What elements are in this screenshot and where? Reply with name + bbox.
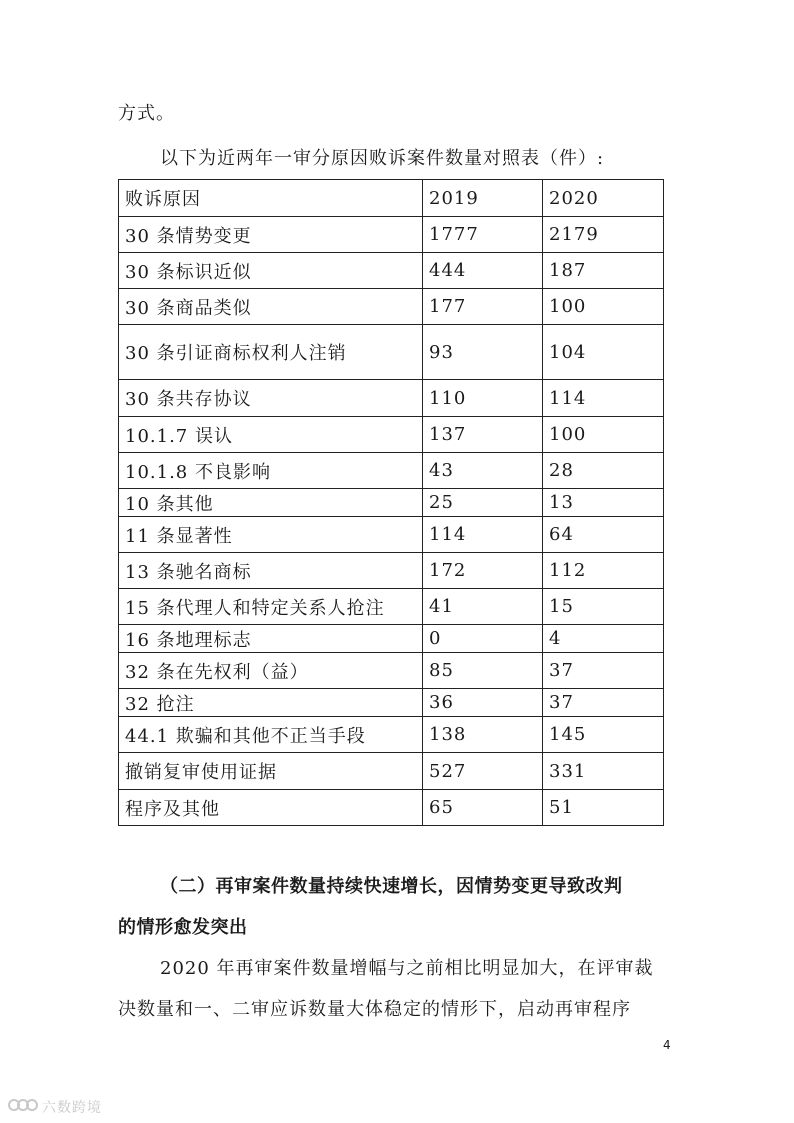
table-row [119,625,664,653]
cell-2019: 114 [423,517,543,553]
cell-reason: 30 条情势变更 [119,217,423,253]
cell-2020: 145 [543,717,664,753]
cell-2019: 85 [423,653,543,689]
paragraph-top: 方式。 [118,103,175,124]
cell-reason: 撤销复审使用证据 [119,753,423,790]
cell-2019: 43 [423,453,543,489]
cell-reason: 11 条显著性 [119,517,423,553]
section-heading-line-2: 的情形愈发突出 [118,917,248,938]
table-row [119,553,664,589]
cell-2020: 2179 [543,217,664,253]
table-row [119,717,664,753]
table-header-row [119,180,664,217]
cell-reason: 15 条代理人和特定关系人抢注 [119,589,423,625]
cell-2020: 100 [543,417,664,453]
cell-reason: 13 条驰名商标 [119,553,423,589]
body-line-2: 决数量和一、二审应诉数量大体稳定的情形下，启动再审程序 [118,999,631,1020]
cell-reason: 程序及其他 [119,790,423,826]
cell-2020: 187 [543,253,664,289]
table-row [119,325,664,380]
section-heading-line-1: （二）再审案件数量持续快速增长，因情势变更导致改判 [160,876,623,897]
cell-2019: 138 [423,717,543,753]
page-number: 4 [663,1038,671,1052]
table-row [119,489,664,517]
table-row [119,653,664,689]
table-row [119,380,664,417]
comparison-table [118,179,664,826]
cell-2020: 37 [543,689,664,717]
cell-2019: 172 [423,553,543,589]
cell-2019: 36 [423,689,543,717]
cell-2020: 37 [543,653,664,689]
cell-reason: 10.1.8 不良影响 [119,453,423,489]
table-row [119,453,664,489]
cell-2020: 114 [543,380,664,417]
table-intro: 以下为近两年一审分原因败诉案件数量对照表（件）: [160,148,605,169]
cell-reason: 32 抢注 [119,689,423,717]
table-row [119,217,664,253]
table-row [119,689,664,717]
cell-2020: 28 [543,453,664,489]
cell-2020: 4 [543,625,664,653]
cell-reason: 44.1 欺骗和其他不正当手段 [119,717,423,753]
table-row [119,253,664,289]
header-cell-2020: 2020 [543,180,664,217]
watermark-text: 六数跨境 [42,1100,102,1116]
cell-reason: 10 条其他 [119,489,423,517]
cell-2020: 13 [543,489,664,517]
cell-2019: 93 [423,325,543,380]
cell-reason: 16 条地理标志 [119,625,423,653]
cell-2019: 110 [423,380,543,417]
table-row [119,589,664,625]
table-row [119,790,664,826]
cell-2019: 177 [423,289,543,325]
cell-2019: 25 [423,489,543,517]
cell-2019: 65 [423,790,543,826]
cell-reason: 10.1.7 误认 [119,417,423,453]
cell-reason: 30 条共存协议 [119,380,423,417]
cell-2020: 112 [543,553,664,589]
header-cell-2019: 2019 [423,180,543,217]
table-row [119,417,664,453]
table-row [119,517,664,553]
logo-icon [8,1096,38,1118]
cell-reason: 30 条引证商标权利人注销 [119,325,423,380]
cell-2020: 64 [543,517,664,553]
cell-2020: 100 [543,289,664,325]
cell-2019: 527 [423,753,543,790]
cell-2019: 137 [423,417,543,453]
cell-2020: 15 [543,589,664,625]
cell-reason: 30 条标识近似 [119,253,423,289]
watermark [8,1096,102,1118]
cell-2020: 104 [543,325,664,380]
table-row [119,289,664,325]
cell-reason: 32 条在先权利（益） [119,653,423,689]
cell-2020: 331 [543,753,664,790]
table-row [119,753,664,790]
body-line-1: 2020 年再审案件数量增幅与之前相比明显加大，在评审裁 [160,958,654,979]
cell-2019: 444 [423,253,543,289]
cell-2020: 51 [543,790,664,826]
cell-2019: 1777 [423,217,543,253]
cell-2019: 0 [423,625,543,653]
cell-reason: 30 条商品类似 [119,289,423,325]
cell-2019: 41 [423,589,543,625]
header-cell-reason: 败诉原因 [119,180,423,217]
